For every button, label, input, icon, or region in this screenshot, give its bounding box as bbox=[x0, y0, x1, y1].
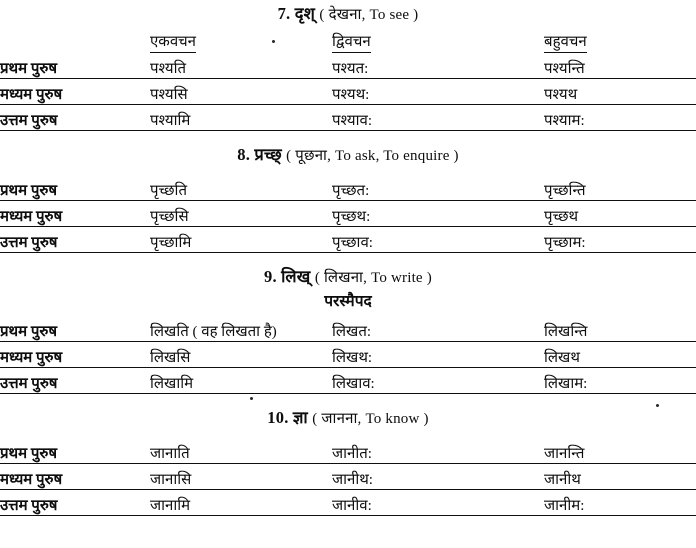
table-row bbox=[0, 342, 696, 368]
row-plural: लिखथ bbox=[544, 342, 696, 368]
row-person: उत्तम पुरुष bbox=[0, 489, 150, 515]
row-person: मध्यम पुरुष bbox=[0, 200, 150, 226]
row-singular: पश्यति bbox=[150, 53, 332, 79]
section-10-number: 10. bbox=[267, 408, 289, 428]
row-person: प्रथम पुरुष bbox=[0, 438, 150, 464]
section-10-gloss: ( जानना, To know ) bbox=[312, 411, 429, 428]
column-header-row bbox=[0, 34, 696, 53]
table-row bbox=[0, 316, 696, 342]
table-row bbox=[0, 175, 696, 201]
header-plural: बहुवचन bbox=[544, 34, 696, 53]
row-plural: पृच्छथ bbox=[544, 200, 696, 226]
section-9-subheading: परस्मैपद bbox=[324, 292, 372, 310]
row-singular: जानाति bbox=[150, 438, 332, 464]
row-plural: पश्याम: bbox=[544, 105, 696, 131]
section-7 bbox=[0, 0, 696, 131]
row-plural: जानन्ति bbox=[544, 438, 696, 464]
row-singular: जानामि bbox=[150, 489, 332, 515]
row-person: प्रथम पुरुष bbox=[0, 53, 150, 79]
table-row bbox=[0, 226, 696, 252]
section-9-number: 9. bbox=[264, 266, 277, 286]
row-singular: पश्यामि bbox=[150, 105, 332, 131]
table-row bbox=[0, 489, 696, 515]
section-7-root: दृश् bbox=[294, 4, 316, 23]
row-plural: पश्यन्ति bbox=[544, 53, 696, 79]
section-9-table bbox=[0, 316, 696, 394]
row-singular: लिखसि bbox=[150, 342, 332, 368]
row-person: मध्यम पुरुष bbox=[0, 79, 150, 105]
section-7-number: 7. bbox=[277, 4, 291, 23]
row-dual: जानीथ: bbox=[332, 463, 544, 489]
row-person: उत्तम पुरुष bbox=[0, 368, 150, 394]
section-9-root: लिख् bbox=[281, 266, 311, 286]
row-singular: पृच्छामि bbox=[150, 226, 332, 252]
row-dual: जानीव: bbox=[332, 489, 544, 515]
section-8-gloss: ( पूछना, To ask, To enquire ) bbox=[286, 148, 459, 164]
section-9-title bbox=[0, 267, 696, 288]
row-singular: पृच्छसि bbox=[150, 200, 332, 226]
header-blank bbox=[0, 34, 150, 53]
section-8-root: प्रच्छ् bbox=[254, 145, 282, 164]
table-row bbox=[0, 463, 696, 489]
row-dual: पश्यथ: bbox=[332, 79, 544, 105]
section-8-title bbox=[0, 145, 696, 166]
row-dual: पश्याव: bbox=[332, 105, 544, 131]
section-7-title bbox=[0, 4, 696, 25]
table-row bbox=[0, 79, 696, 105]
table-row bbox=[0, 105, 696, 131]
row-dual: पृच्छाव: bbox=[332, 226, 544, 252]
row-person: उत्तम पुरुष bbox=[0, 105, 150, 131]
row-plural: जानीथ bbox=[544, 463, 696, 489]
row-singular: लिखामि bbox=[150, 368, 332, 394]
row-dual: पश्यत: bbox=[332, 53, 544, 79]
row-singular: जानासि bbox=[150, 463, 332, 489]
row-person: मध्यम पुरुष bbox=[0, 342, 150, 368]
row-dual: लिखथ: bbox=[332, 342, 544, 368]
row-plural: पृच्छाम: bbox=[544, 226, 696, 252]
section-10-table bbox=[0, 438, 696, 516]
row-person: उत्तम पुरुष bbox=[0, 226, 150, 252]
row-plural: लिखाम: bbox=[544, 368, 696, 394]
section-7-gloss: ( देखना, To see ) bbox=[319, 7, 419, 23]
row-dual: लिखत: bbox=[332, 316, 544, 342]
section-10-title bbox=[0, 408, 696, 429]
section-8-table bbox=[0, 175, 696, 253]
row-plural: पृच्छन्ति bbox=[544, 175, 696, 201]
row-plural: पश्यथ bbox=[544, 79, 696, 105]
section-8-number: 8. bbox=[237, 145, 251, 164]
table-row bbox=[0, 53, 696, 79]
row-dual: पृच्छथ: bbox=[332, 200, 544, 226]
section-10 bbox=[0, 394, 696, 516]
section-7-table bbox=[0, 34, 696, 131]
row-person: मध्यम पुरुष bbox=[0, 463, 150, 489]
table-row bbox=[0, 368, 696, 394]
row-singular: पृच्छति bbox=[150, 175, 332, 201]
table-row bbox=[0, 438, 696, 464]
section-9-gloss: ( लिखना, To write ) bbox=[314, 269, 432, 286]
section-10-root: ज्ञा bbox=[292, 408, 308, 428]
row-person: प्रथम पुरुष bbox=[0, 316, 150, 342]
row-plural: लिखन्ति bbox=[544, 316, 696, 342]
table-row bbox=[0, 200, 696, 226]
row-singular: लिखति ( वह लिखता है) bbox=[150, 316, 332, 342]
header-singular: एकवचन bbox=[150, 34, 332, 53]
row-singular: पश्यसि bbox=[150, 79, 332, 105]
row-dual: पृच्छत: bbox=[332, 175, 544, 201]
section-8 bbox=[0, 131, 696, 253]
section-9 bbox=[0, 253, 696, 394]
row-person: प्रथम पुरुष bbox=[0, 175, 150, 201]
row-plural: जानीम: bbox=[544, 489, 696, 515]
row-dual: लिखाव: bbox=[332, 368, 544, 394]
row-dual: जानीत: bbox=[332, 438, 544, 464]
header-dual: द्विवचन bbox=[332, 34, 544, 53]
